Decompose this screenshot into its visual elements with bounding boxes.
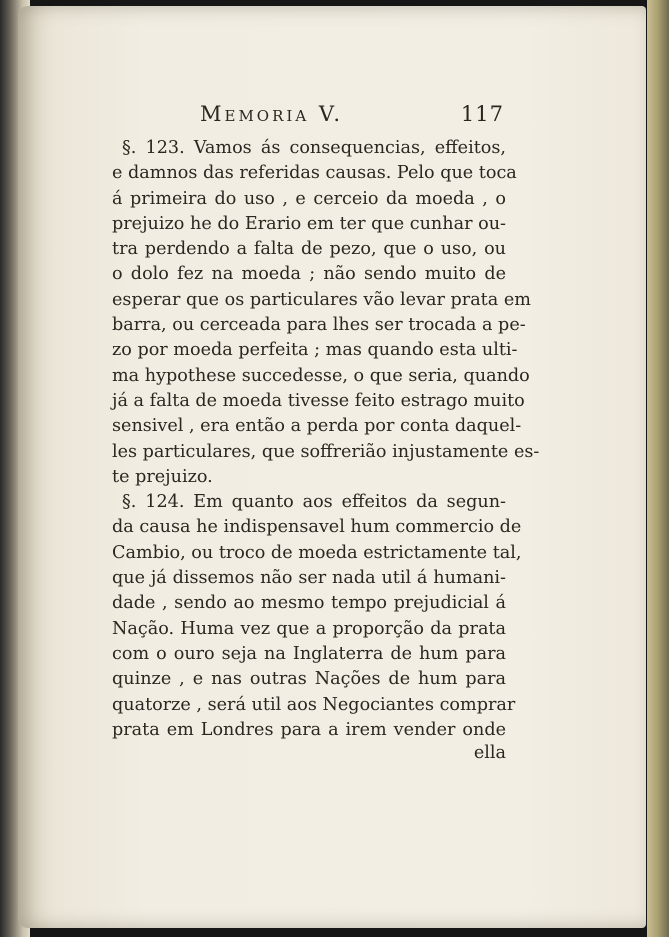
catchword: ella <box>473 743 506 764</box>
text-line: ma hypothese succedesse, o que seria, quando <box>112 365 530 386</box>
page-number: 117 <box>460 102 504 126</box>
text-line: e damnos das referidas causas. Pelo que toca <box>112 163 517 184</box>
text-line: Nação. Huma vez que a proporção da prata <box>112 618 506 639</box>
text-block <box>112 102 540 768</box>
text-line: §. 124. Em quanto aos effeitos da segun- <box>122 492 506 513</box>
text-line: á primeira do uso , e cerceio da moeda , o <box>112 188 506 209</box>
text-line: barra, ou cerceada para lhes ser trocada a pe- <box>112 315 526 336</box>
text-line: zo por moeda perfeita ; mas quando esta ulti- <box>112 340 518 361</box>
text-line: que já dissemos não ser nada util á humani- <box>112 568 506 589</box>
text-line: prata em Londres para a irem vender onde <box>112 719 506 740</box>
paragraph-123 <box>112 136 540 490</box>
page-edge <box>647 0 669 937</box>
page-header <box>112 102 506 132</box>
text-line: te prejuizo. <box>112 466 213 487</box>
text-line: tra perdendo a falta de pezo, que o uso, ou <box>112 239 506 260</box>
text-line: Cambio, ou troco de moeda estrictamente tal, <box>112 542 522 563</box>
text-line: prejuizo he do Erario em ter que cunhar ou- <box>112 213 506 234</box>
text-line: esperar que os particulares vão levar prata em <box>112 289 531 310</box>
text-line: dade , sendo ao mesmo tempo prejudicial á <box>112 593 506 614</box>
text-line: da causa he indispensavel hum commercio de <box>112 517 522 538</box>
text-line: o dolo fez na moeda ; não sendo muito de <box>112 264 506 285</box>
text-line: com o ouro seja na Inglaterra de hum para <box>112 643 506 664</box>
text-line: quinze , e nas outras Nações de hum para <box>112 669 506 690</box>
catchword-row <box>112 743 506 768</box>
paragraph-124 <box>112 490 522 743</box>
running-title: Memoria V. <box>200 102 344 126</box>
text-line: quatorze , será util aos Negociantes comprar <box>112 694 516 715</box>
text-line: les particulares, que soffrerião injustamente es- <box>112 441 540 462</box>
text-line: sensivel , era então a perda por conta daquel- <box>112 416 522 437</box>
page <box>18 6 646 928</box>
text-line: §. 123. Vamos ás consequencias, effeitos, <box>122 138 506 158</box>
text-line: já a falta de moeda tivesse feito estrago muito <box>112 390 525 411</box>
